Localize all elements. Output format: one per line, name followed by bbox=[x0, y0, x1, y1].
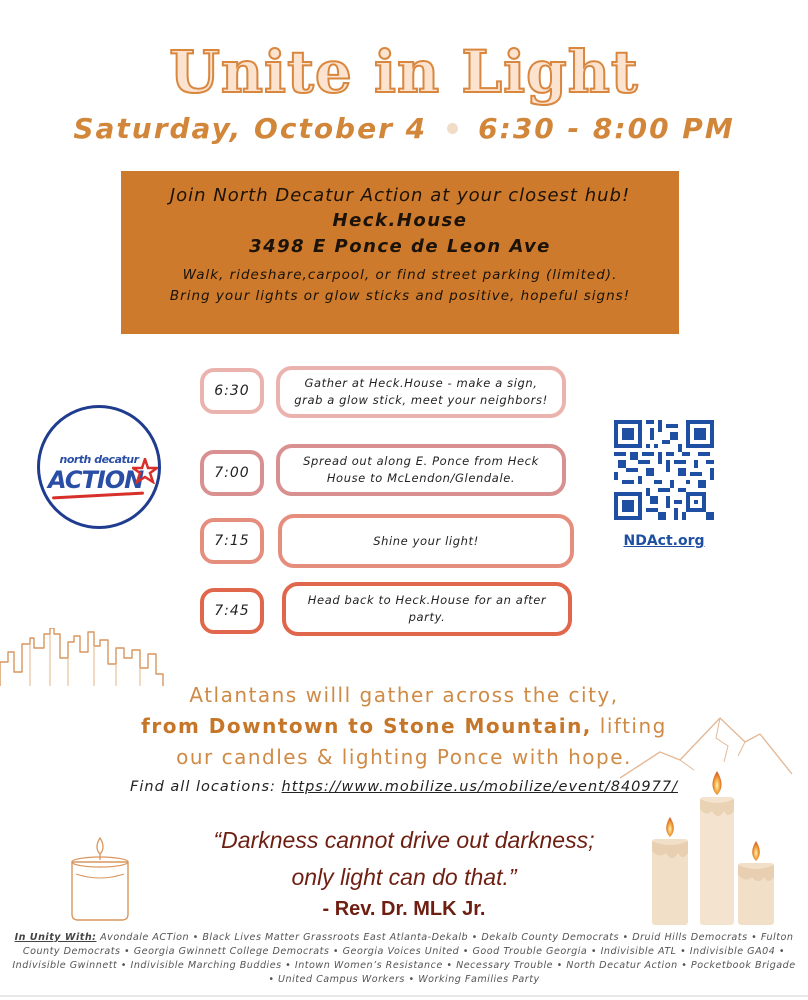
gather-line-1: Atlantans willl gather across the city, bbox=[189, 683, 619, 707]
schedule-desc-2 bbox=[276, 444, 566, 496]
gather-line-3: our candles & lighting Ponce with hope. bbox=[176, 745, 632, 769]
schedule-desc-3-line1: Shine your light! bbox=[373, 533, 479, 548]
gather-line-2-rest: lifting bbox=[591, 714, 667, 738]
schedule-desc-4-line2: party. bbox=[408, 610, 446, 624]
hub-venue: Heck.House bbox=[332, 210, 468, 231]
separator-dot-icon bbox=[447, 123, 458, 134]
schedule-desc-2-line2: House to McLendon/Glendale. bbox=[326, 471, 516, 485]
schedule-desc-4-line1: Head back to Heck.House for an after bbox=[307, 593, 547, 607]
event-datetime bbox=[0, 112, 808, 145]
north-decatur-action-logo bbox=[37, 405, 161, 529]
hub-transport-text: Walk, rideshare,carpool, or find street parking (limited). bbox=[182, 267, 618, 283]
city-skyline-icon bbox=[0, 628, 165, 688]
quote-author: - Rev. Dr. MLK Jr. bbox=[322, 898, 486, 920]
logo-main-text: ACTION bbox=[48, 466, 144, 494]
ndact-link[interactable]: NDAct.org bbox=[623, 533, 705, 549]
unity-orgs: Avondale ACTion • Black Lives Matter Grassroots East Atlanta-Dekalb • Dekalb County Democrats • Druid Hills Democrats • Fulton County Democrats • Georgia Gwinnett College Democrats • Georgia Voices United • Good Trouble Georgia • Indivisible ATL • Indivisible GA04 • Indivisible Gwinnett • Indivisible Marching Buddies • Intown Women’s Resistance • Necessary Trouble • North Decatur Action • Pocketbook Brigade • United Campus Workers • Working Families Party bbox=[12, 932, 796, 985]
gather-line-2 bbox=[0, 711, 808, 742]
hub-address: 3498 E Ponce de Leon Ave bbox=[249, 236, 551, 257]
schedule-desc-1-line1: Gather at Heck.House - make a sign, bbox=[304, 376, 538, 390]
schedule-time-2: 7:00 bbox=[200, 450, 264, 496]
schedule-desc-1-line2: grab a glow stick, meet your neighbors! bbox=[294, 393, 548, 407]
schedule-time-1: 6:30 bbox=[200, 368, 264, 414]
mlk-quote bbox=[0, 822, 808, 896]
bottom-divider bbox=[0, 995, 808, 997]
hub-invite-text: Join North Decatur Action at your closest hub! bbox=[169, 185, 631, 206]
unity-heading: In Unity With: bbox=[14, 932, 97, 943]
hub-bring-text: Bring your lights or glow sticks and positive, hopeful signs! bbox=[169, 288, 631, 304]
unity-footer bbox=[8, 931, 800, 987]
schedule-desc-2-line1: Spread out along E. Ponce from Heck bbox=[303, 454, 539, 468]
quote-line-1: “Darkness cannot drive out darkness; bbox=[213, 827, 595, 853]
mobilize-event-link[interactable]: https://www.mobilize.us/mobilize/event/840977/ bbox=[281, 779, 678, 795]
gather-line-2-bold: from Downtown to Stone Mountain, bbox=[141, 714, 592, 738]
schedule-time-4: 7:45 bbox=[200, 588, 264, 634]
event-title: Unite in Light bbox=[169, 38, 639, 106]
event-date: Saturday, October 4 bbox=[73, 112, 428, 145]
quote-line-2: only light can do that.” bbox=[291, 864, 517, 890]
logo-top-text: north decatur bbox=[59, 453, 139, 466]
star-icon bbox=[132, 458, 158, 484]
gather-statement bbox=[0, 680, 808, 773]
schedule-desc-4 bbox=[282, 582, 572, 636]
qr-code-icon[interactable] bbox=[614, 420, 714, 520]
schedule-desc-3 bbox=[278, 514, 574, 568]
hub-info-box bbox=[121, 171, 679, 334]
schedule-desc-1 bbox=[276, 366, 566, 418]
event-time: 6:30 - 8:00 PM bbox=[478, 112, 735, 145]
schedule-time-3: 7:15 bbox=[200, 518, 264, 564]
find-locations-label: Find all locations: bbox=[130, 779, 276, 795]
